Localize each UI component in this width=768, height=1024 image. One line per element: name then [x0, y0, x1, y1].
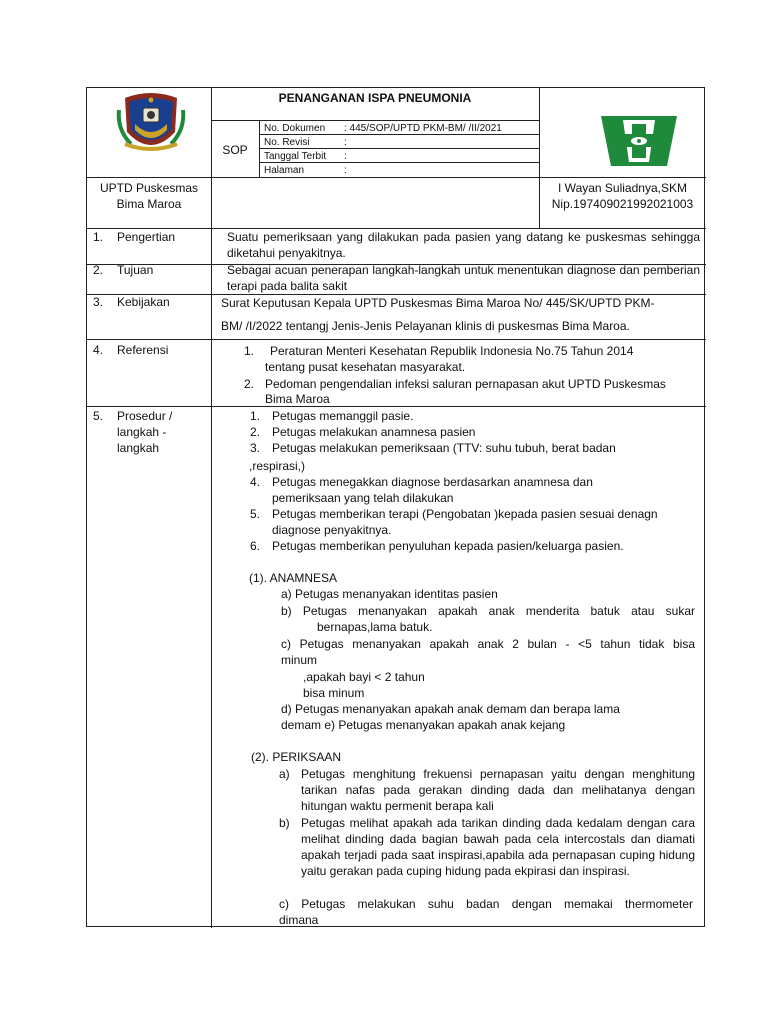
- meta-label: No. Revisi: [264, 137, 310, 148]
- meta-value: :: [344, 165, 347, 176]
- section-number: 2.: [93, 263, 104, 277]
- org-name: Bima Maroa: [116, 197, 182, 211]
- anamnesa-item: bisa minum: [303, 686, 365, 700]
- meta-value: :: [344, 151, 347, 162]
- periksaan-label: b): [279, 816, 290, 830]
- pengertian-text: Suatu pemeriksaan yang dilakukan pada pasien yang datang ke puskesmas sehingga diketahui penyakitnya.: [227, 230, 700, 260]
- section-label: langkah: [117, 441, 160, 455]
- divider: [87, 339, 706, 340]
- step-number: 1.: [250, 409, 261, 423]
- section-number: 3.: [93, 295, 104, 309]
- divider: [211, 120, 539, 121]
- step-number: 6.: [250, 539, 261, 553]
- kebijakan-line: Surat Keputusan Kepala UPTD Puskesmas Bima Maroa No/ 445/SK/UPTD PKM-: [221, 296, 655, 310]
- anamnesa-item: ,apakah bayi < 2 tahun: [303, 670, 425, 684]
- regional-emblem-logo: [115, 90, 187, 156]
- step-text: Petugas menegakkan diagnose berdasarkan anamnesa dan: [272, 475, 593, 489]
- anamnesa-item: d) Petugas menanyakan apakah anak demam dan berapa lama: [281, 702, 620, 716]
- periksaan-label: a): [279, 767, 290, 781]
- sop-label: SOP: [222, 143, 248, 157]
- section-number: 4.: [93, 343, 104, 357]
- anamnesa-item: b) Petugas menanyakan apakah anak menderita batuk atau sukar: [281, 604, 695, 618]
- puskesmas-logo: [589, 108, 689, 168]
- list-number: 2.: [244, 377, 255, 391]
- subsection-title: (1). ANAMNESA: [249, 571, 338, 585]
- section-number: 1.: [93, 230, 104, 244]
- step-text: Petugas melakukan anamnesa pasien: [272, 425, 476, 439]
- meta-label: Halaman: [264, 165, 305, 176]
- step-text: Petugas memberikan penyuluhan kepada pasien/keluarga pasien.: [272, 539, 624, 553]
- section-label: Referensi: [117, 343, 169, 357]
- meta-label: No. Dokumen: [264, 123, 326, 134]
- signer-nip: Nip.197409021992021003: [551, 197, 694, 211]
- referensi-item: Peraturan Menteri Kesehatan Republik Indonesia No.75 Tahun 2014: [270, 344, 634, 358]
- signer-name: I Wayan Suliadnya,SKM: [558, 181, 687, 195]
- section-number: 5.: [93, 409, 104, 423]
- step-text: ,respirasi,): [249, 459, 306, 473]
- anamnesa-item: demam e) Petugas menanyakan apakah anak kejang: [281, 718, 566, 732]
- sop-document: [86, 87, 705, 927]
- divider: [87, 177, 706, 178]
- step-number: 3.: [250, 441, 261, 455]
- section-label: langkah -: [117, 425, 167, 439]
- periksaan-item: Petugas menghitung frekuensi pernapasan yaitu dengan menghitung tarikan nafas pada gerakan dinding dada dan melihatanya dengan hitungan waktu permenit berapa kali: [301, 767, 695, 813]
- document-title: PENANGANAN ISPA PNEUMONIA: [278, 91, 472, 105]
- section-label: Tujuan: [117, 263, 154, 277]
- list-number: 1.: [244, 344, 255, 358]
- referensi-item: Pedoman pengendalian infeksi saluran pernapasan akut UPTD Puskesmas: [265, 377, 666, 391]
- meta-value: : 445/SOP/UPTD PKM-BM/ /II/2021: [344, 123, 502, 134]
- subsection-title: (2). PERIKSAAN: [251, 750, 342, 764]
- divider: [87, 406, 706, 407]
- referensi-item: Bima Maroa: [265, 392, 330, 406]
- periksaan-item: c) Petugas melakukan suhu badan dengan memakai thermometer: [279, 897, 693, 911]
- step-text: Petugas memberikan terapi (Pengobatan )kepada pasien sesuai denagn: [272, 507, 658, 521]
- section-label: Prosedur /: [117, 409, 173, 423]
- anamnesa-item: minum: [281, 653, 318, 667]
- divider: [211, 228, 212, 928]
- step-text: diagnose penyakitnya.: [272, 523, 392, 537]
- referensi-item: tentang pusat kesehatan masyarakat.: [265, 360, 466, 374]
- step-number: 5.: [250, 507, 261, 521]
- step-number: 2.: [250, 425, 261, 439]
- anamnesa-item: c) Petugas menanyakan apakah anak 2 bulan - <5 tahun tidak bisa: [281, 637, 695, 651]
- section-label: Pengertian: [117, 230, 176, 244]
- kebijakan-line: BM/ /I/2022 tentangj Jenis-Jenis Pelayanan klinis di puskesmas Bima Maroa.: [221, 319, 630, 333]
- anamnesa-item: bernapas,lama batuk.: [317, 620, 433, 634]
- divider: [211, 88, 212, 228]
- periksaan-item: dimana: [279, 913, 319, 927]
- meta-label: Tanggal Terbit: [264, 151, 327, 162]
- step-text: Petugas melakukan pemeriksaan (TTV: suhu tubuh, berat badan: [272, 441, 616, 455]
- step-text: Petugas memanggil pasie.: [272, 409, 414, 423]
- periksaan-item: Petugas melihat apakah ada tarikan dinding dada kedalam dengan cara melihat dinding dada bagian bawah pada cela intercostals dan diamati apakah terjadi pada saat inspirasi,apabila ada pernapasan cuping hidung yaitu gerakan pada cuping hidung pada ekpirasi dan inspirasi.: [301, 816, 695, 878]
- section-label: Kebijakan: [117, 295, 170, 309]
- org-name: UPTD Puskesmas: [99, 181, 199, 195]
- meta-value: :: [344, 137, 347, 148]
- anamnesa-item: a) Petugas menanyakan identitas pasien: [281, 587, 498, 601]
- step-number: 4.: [250, 475, 261, 489]
- tujuan-text: Sebagai acuan penerapan langkah-langkah untuk menentukan diagnose dan pemberian terapi pada balita sakit: [227, 263, 700, 293]
- step-text: pemeriksaan yang telah dilakukan: [272, 491, 454, 505]
